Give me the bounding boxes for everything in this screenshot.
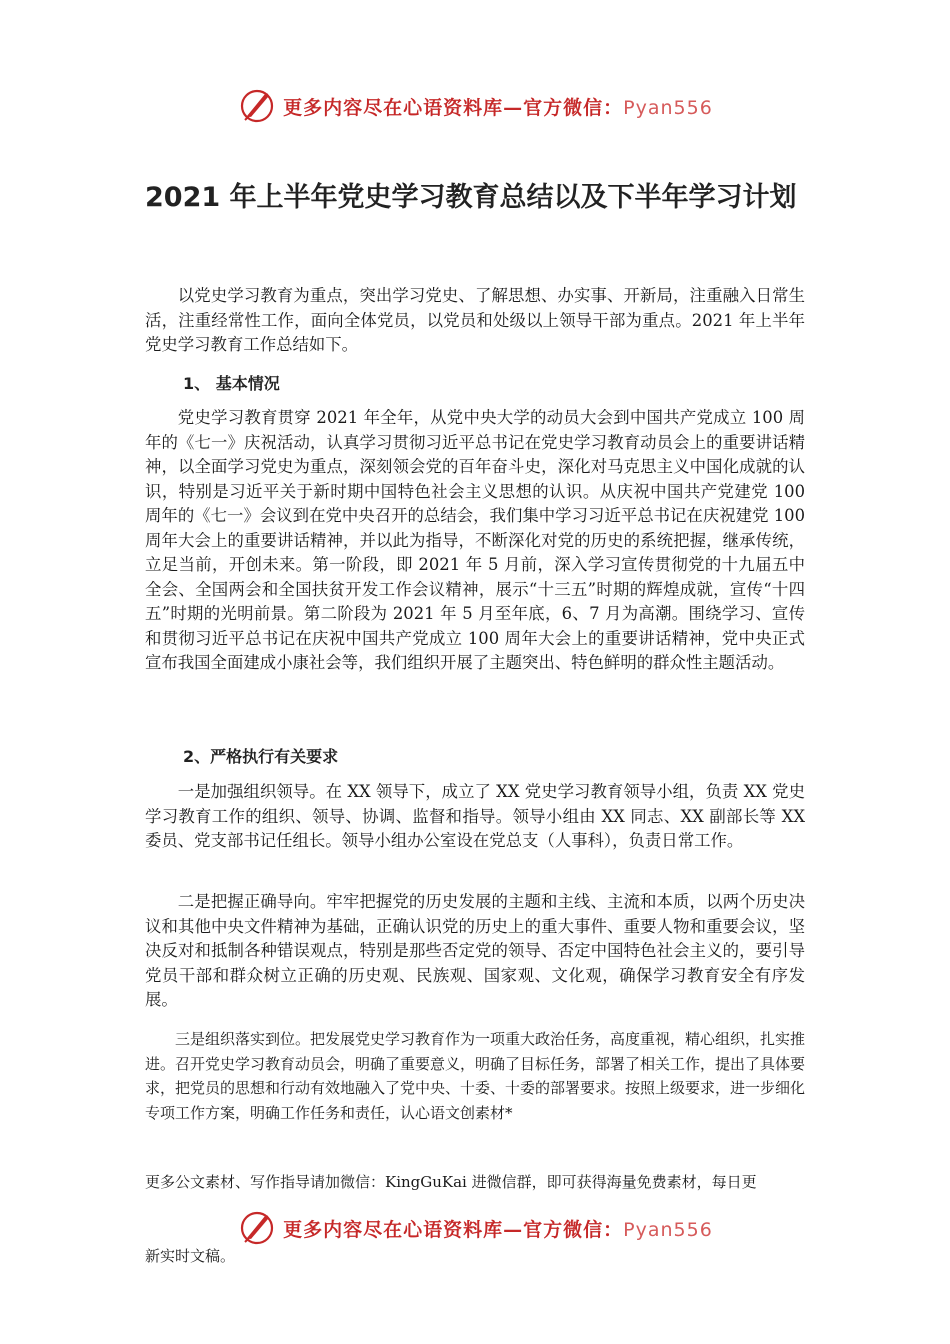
section2-heading: 2、严格执行有关要求 xyxy=(183,747,339,766)
section2-paragraph-3: 三是组织落实到位。把发展党史学习教育作为一项重大政治任务，高度重视，精心组织，扎实推进。召开党史学习教育动员会，明确了重要意义，明确了目标任务，部署了相关工作，提出了具体要求，把党员的思想和行动有效地融入了党中央、十委、十委的部署要求。按照上级要求，进一步细化专项工作方案，明确工作任务和责任，认心语文创素材* xyxy=(145,1030,806,1122)
watermark-wechat-id: Pyan556 xyxy=(623,96,713,119)
watermark-wechat-id: Pyan556 xyxy=(623,1218,713,1241)
section1-heading: 1、 基本情况 xyxy=(183,374,280,393)
watermark-header xyxy=(0,84,950,128)
quill-logo-icon xyxy=(237,86,277,126)
watermark-text: 更多内容尽在心语资料库—官方微信：Pyan556 xyxy=(283,1218,713,1241)
document-title: 2021 年上半年党史学习教育总结以及下半年学习计划 xyxy=(145,182,797,213)
section2-paragraph-2: 二是把握正确导向。牢牢把握党的历史发展的主题和主线、主流和本质，以两个历史决议和其他中央文件精神为基础，正确认识党的历史上的重大事件、重要人物和重要会议，坚决反对和抵制各种错误观点，特别是那些否定党的领导、否定中国特色社会主义的，要引导党员干部和群众树立正确的历史观、民族观、国家观、文化观，确保学习教育安全有序发展。 xyxy=(145,892,805,1009)
watermark-text: 更多内容尽在心语资料库—官方微信：Pyan556 xyxy=(283,96,713,119)
footer-promo-line: 更多公文素材、写作指导请加微信：KingGuKai 进微信群，即可获得海量免费素材，每日更 xyxy=(145,1173,757,1191)
quill-logo-icon xyxy=(237,1208,277,1248)
footer-promo-line-continued: 新实时文稿。 xyxy=(145,1247,236,1265)
intro-paragraph: 以党史学习教育为重点，突出学习党史、了解思想、办实事、开新局，注重融入日常生活，注重经常性工作，面向全体党员，以党员和处级以上领导干部为重点。2021 年上半年党史学习教育工作总结如下。 xyxy=(145,286,805,354)
section2-paragraph-1: 一是加强组织领导。在 XX 领导下，成立了 XX 党史学习教育领导小组，负责 XX 党史学习教育工作的组织、领导、协调、监督和指导。领导小组由 XX 同志、XX 副部长等 XX 委员、党支部书记任组长。领导小组办公室设在党总支（人事科），负责日常工作。 xyxy=(145,782,805,850)
section1-paragraph: 党史学习教育贯穿 2021 年全年，从党中央大学的动员大会到中国共产党成立 100 周年的《七一》庆祝活动，认真学习贯彻习近平总书记在党史学习教育动员会上的重要讲话精神，以全面学习党史为重点，深刻领会党的百年奋斗史，深化对马克思主义中国化成就的认识，特别是习近平关于新时期中国特色社会主义思想的认识。从庆祝中国共产党建党 100 周年的《七一》会议到在党中央召开的总结会，我们集中学习习近平总书记在庆祝建党 100 周年大会上的重要讲话精神，并以此为指导，不断深化对党的历史的系统把握，继承传统，立足当前，开创未来。第一阶段，即 2021 年 5 月前，深入学习宣传贯彻党的十九届五中全会、全国两会和全国扶贫开发工作会议精神，展示“十三五”时期的辉煌成就，宣传“十四五”时期的光明前景。第二阶段为 2021 年 5 月至年底，6、7 月为高潮。围绕学习、宣传和贯彻习近平总书记在庆祝中国共产党成立 100 周年大会上的重要讲话精神，党中央正式宣布我国全面建成小康社会等，我们组织开展了主题突出、特色鲜明的群众性主题活动。 xyxy=(145,408,805,672)
